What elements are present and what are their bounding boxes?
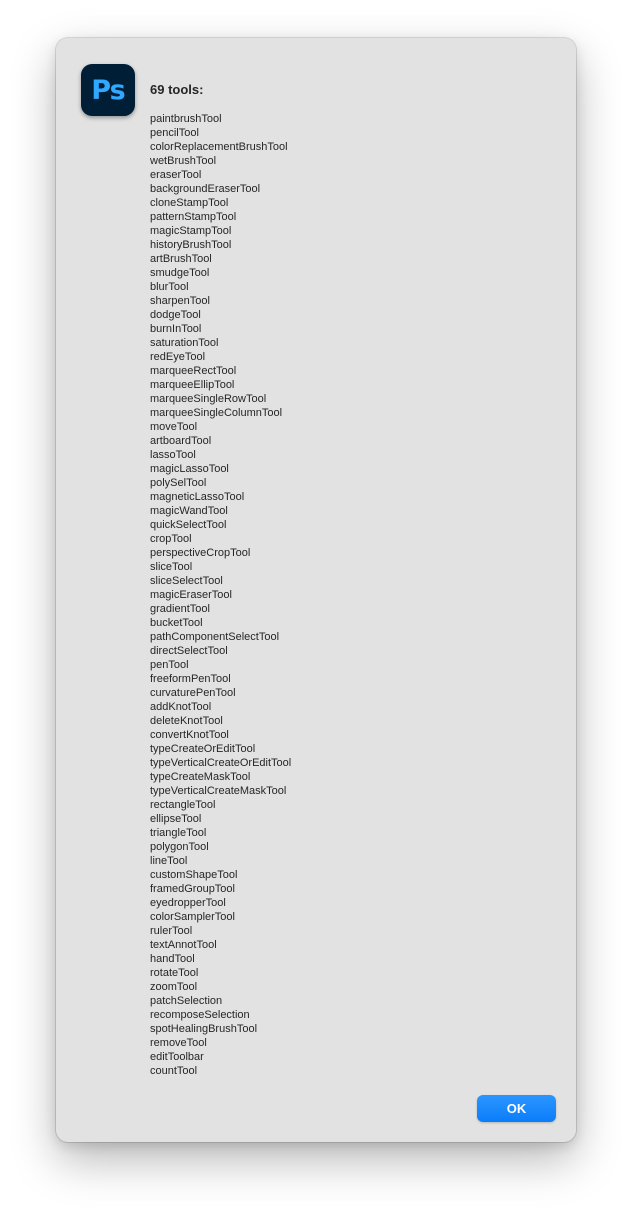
list-item: magicStampTool: [150, 225, 232, 237]
list-item: sliceTool: [150, 561, 193, 573]
photoshop-icon: [81, 64, 135, 116]
list-item: magneticLassoTool: [150, 491, 245, 503]
list-item: convertKnotTool: [150, 729, 229, 741]
list-item: marqueeSingleColumnTool: [150, 407, 283, 419]
list-item: moveTool: [150, 421, 198, 433]
list-item: artboardTool: [150, 435, 212, 447]
list-item: removeTool: [150, 1037, 207, 1049]
list-item: zoomTool: [150, 981, 198, 993]
list-item: marqueeSingleRowTool: [150, 393, 267, 405]
list-item: rectangleTool: [150, 799, 216, 811]
list-item: historyBrushTool: [150, 239, 232, 251]
list-item: deleteKnotTool: [150, 715, 223, 727]
list-item: rulerTool: [150, 925, 193, 937]
list-item: triangleTool: [150, 827, 207, 839]
list-item: spotHealingBrushTool: [150, 1023, 258, 1035]
list-item: typeVerticalCreateMaskTool: [150, 785, 287, 797]
list-item: paintbrushTool: [150, 113, 222, 125]
list-item: magicLassoTool: [150, 463, 229, 475]
list-item: blurTool: [150, 281, 189, 293]
list-item: backgroundEraserTool: [150, 183, 261, 195]
list-item: typeCreateOrEditTool: [150, 743, 256, 755]
list-item: freeformPenTool: [150, 673, 231, 685]
list-item: directSelectTool: [150, 645, 228, 657]
list-item: eraserTool: [150, 169, 202, 181]
dialog-heading: 69 tools:: [150, 82, 204, 97]
list-item: marqueeRectTool: [150, 365, 237, 377]
list-item: smudgeTool: [150, 267, 210, 279]
app-icon-label: Ps: [91, 74, 125, 106]
list-item: artBrushTool: [150, 253, 212, 265]
list-item: magicWandTool: [150, 505, 228, 517]
ok-button[interactable]: OK: [477, 1095, 556, 1122]
list-item: colorSamplerTool: [150, 911, 235, 923]
list-item: perspectiveCropTool: [150, 547, 251, 559]
list-item: saturationTool: [150, 337, 219, 349]
list-item: patternStampTool: [150, 211, 237, 223]
list-item: magicEraserTool: [150, 589, 232, 601]
list-item: gradientTool: [150, 603, 210, 615]
alert-dialog: [56, 38, 576, 1142]
list-item: polygonTool: [150, 841, 209, 853]
list-item: lineTool: [150, 855, 188, 867]
list-item: addKnotTool: [150, 701, 212, 713]
list-item: editToolbar: [150, 1051, 204, 1063]
list-item: colorReplacementBrushTool: [150, 141, 288, 153]
list-item: redEyeTool: [150, 351, 206, 363]
list-item: sharpenTool: [150, 295, 210, 307]
list-item: cloneStampTool: [150, 197, 229, 209]
list-item: polySelTool: [150, 477, 207, 489]
list-item: lassoTool: [150, 449, 196, 461]
list-item: framedGroupTool: [150, 883, 235, 895]
list-item: patchSelection: [150, 995, 223, 1007]
list-item: customShapeTool: [150, 869, 238, 881]
list-item: bucketTool: [150, 617, 203, 629]
list-item: countTool: [150, 1065, 198, 1077]
list-item: dodgeTool: [150, 309, 201, 321]
tool-list: [150, 112, 291, 1078]
list-item: typeVerticalCreateOrEditTool: [150, 757, 292, 769]
list-item: recomposeSelection: [150, 1009, 250, 1021]
list-item: pencilTool: [150, 127, 199, 139]
list-item: penTool: [150, 659, 189, 671]
list-item: wetBrushTool: [150, 155, 217, 167]
list-item: curvaturePenTool: [150, 687, 236, 699]
list-item: quickSelectTool: [150, 519, 227, 531]
list-item: cropTool: [150, 533, 192, 545]
list-item: marqueeEllipTool: [150, 379, 235, 391]
list-item: typeCreateMaskTool: [150, 771, 251, 783]
list-item: textAnnotTool: [150, 939, 217, 951]
list-item: ellipseTool: [150, 813, 202, 825]
list-item: burnInTool: [150, 323, 202, 335]
list-item: pathComponentSelectTool: [150, 631, 280, 643]
list-item: sliceSelectTool: [150, 575, 223, 587]
list-item: eyedropperTool: [150, 897, 226, 909]
list-item: rotateTool: [150, 967, 199, 979]
list-item: handTool: [150, 953, 195, 965]
